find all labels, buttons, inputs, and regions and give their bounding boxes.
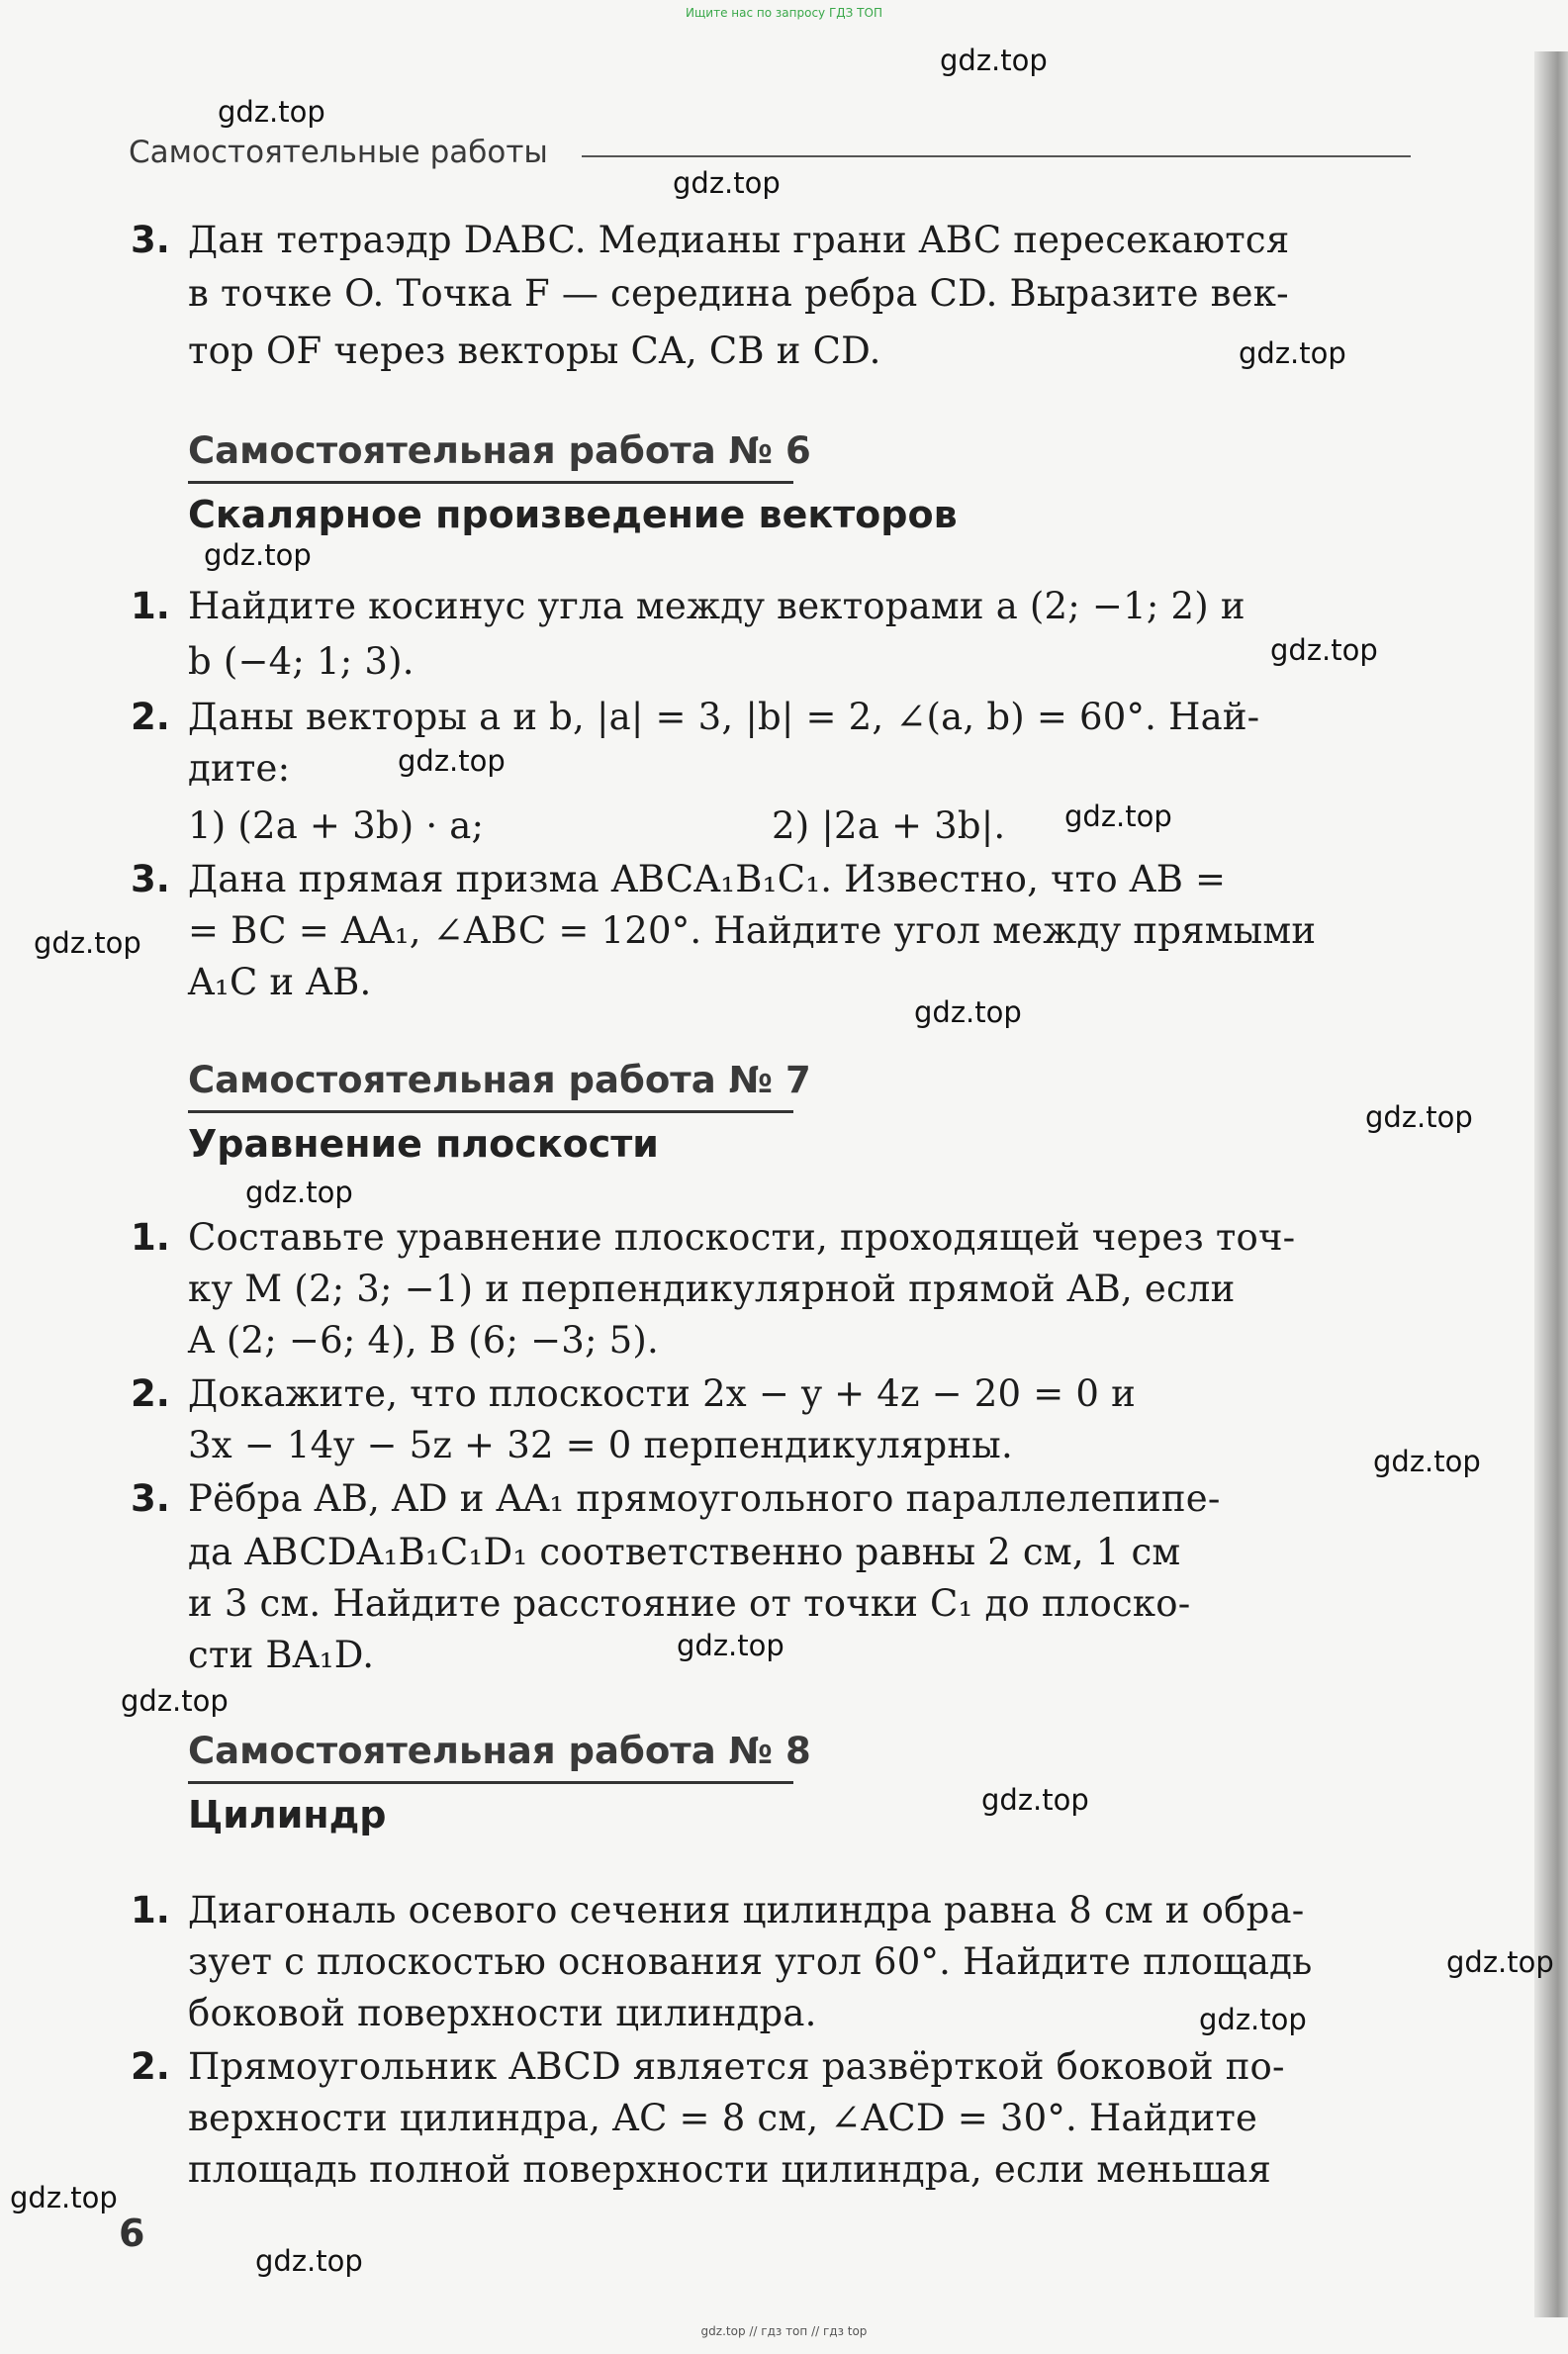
task-text: b (−4; 1; 3). <box>188 640 415 683</box>
section-rule <box>188 1781 793 1784</box>
task-text: Диагональ осевого сечения цилиндра равна 8 см и обра- <box>188 1889 1305 1931</box>
task-text: = BC = AA₁, ∠ABC = 120°. Найдите угол между прямыми <box>188 909 1317 952</box>
task-text: Рёбра AB, AD и AA₁ прямоугольного параллелепипе- <box>188 1477 1221 1520</box>
task-text: боковой поверхности цилиндра. <box>188 1992 817 2034</box>
task-text: в точке O. Точка F — середина ребра CD. Выразите век- <box>188 272 1289 315</box>
task-text: Дан тетраэдр DABC. Медианы грани ABC пересекаются <box>188 219 1290 261</box>
watermark: gdz.top <box>204 538 312 572</box>
section-topic: Скалярное произведение векторов <box>188 493 958 536</box>
task-text: площадь полной поверхности цилиндра, если меньшая <box>188 2148 1272 2191</box>
task-text: Докажите, что плоскости 2x − y + 4z − 20 = 0 и <box>188 1372 1136 1415</box>
task-number: 1. <box>131 1216 170 1259</box>
task-number: 2. <box>131 1372 170 1415</box>
watermark: gdz.top <box>1373 1445 1481 1478</box>
watermark: gdz.top <box>914 995 1022 1029</box>
task-part: 2) |2a + 3b|. <box>772 804 1006 847</box>
watermark: gdz.top <box>34 926 141 960</box>
task-text: Дана прямая призма ABCA₁B₁C₁. Известно, что AB = <box>188 858 1227 900</box>
bottom-note: gdz.top // гдз топ // гдз top <box>700 2324 868 2338</box>
section-rule <box>188 1110 793 1113</box>
task-number: 2. <box>131 2045 170 2088</box>
task-text: и 3 см. Найдите расстояние от точки C₁ до плоско- <box>188 1582 1191 1625</box>
watermark: gdz.top <box>1270 633 1378 667</box>
task-text: ку M (2; 3; −1) и перпендикулярной прямой AB, если <box>188 1268 1236 1310</box>
page-number: 6 <box>119 2212 145 2255</box>
task-text: A (2; −6; 4), B (6; −3; 5). <box>188 1319 660 1362</box>
task-text: 3x − 14y − 5z + 32 = 0 перпендикулярны. <box>188 1424 1013 1466</box>
watermark: gdz.top <box>255 2244 363 2278</box>
task-text: A₁C и AB. <box>188 961 372 1003</box>
page-header: Самостоятельные работы <box>129 135 548 170</box>
watermark: gdz.top <box>677 1629 784 1662</box>
watermark: gdz.top <box>1239 336 1346 370</box>
watermark: gdz.top <box>10 2181 118 2214</box>
task-number: 1. <box>131 585 170 627</box>
task-text: верхности цилиндра, AC = 8 см, ∠ACD = 30°. Найдите <box>188 2097 1258 2139</box>
watermark: gdz.top <box>218 95 325 129</box>
task-number: 3. <box>131 1477 170 1520</box>
task-text: да ABCDA₁B₁C₁D₁ соответственно равны 2 см, 1 см <box>188 1531 1181 1573</box>
section-title: Самостоятельная работа № 6 <box>188 429 811 472</box>
task-part: 1) (2a + 3b) · a; <box>188 804 485 847</box>
watermark: gdz.top <box>673 166 781 200</box>
watermark: gdz.top <box>981 1783 1089 1817</box>
header-rule <box>582 155 1411 157</box>
section-title: Самостоятельная работа № 8 <box>188 1730 811 1772</box>
section-topic: Уравнение плоскости <box>188 1122 659 1166</box>
task-text: Найдите косинус угла между векторами a (2; −1; 2) и <box>188 585 1245 627</box>
task-number: 1. <box>131 1889 170 1931</box>
task-text: дите: <box>188 747 291 790</box>
task-number: 2. <box>131 696 170 738</box>
watermark: gdz.top <box>1446 1945 1554 1979</box>
watermark: gdz.top <box>245 1176 353 1209</box>
task-text: сти BA₁D. <box>188 1634 375 1676</box>
task-number: 3. <box>131 219 170 261</box>
top-note: Ищите нас по запросу ГДЗ ТОП <box>686 6 882 20</box>
task-text: Прямоугольник ABCD является развёрткой боковой по- <box>188 2045 1285 2088</box>
section-rule <box>188 481 793 484</box>
watermark: gdz.top <box>121 1684 229 1718</box>
watermark: gdz.top <box>1064 800 1172 833</box>
section-title: Самостоятельная работа № 7 <box>188 1059 811 1101</box>
section-topic: Цилиндр <box>188 1793 387 1836</box>
task-number: 3. <box>131 858 170 900</box>
task-text: Составьте уравнение плоскости, проходящей через точ- <box>188 1216 1296 1259</box>
watermark: gdz.top <box>1365 1100 1473 1134</box>
task-text: тор OF через векторы CA, CB и CD. <box>188 330 881 372</box>
watermark: gdz.top <box>940 44 1048 77</box>
task-text: зует с плоскостью основания угол 60°. Найдите площадь <box>188 1940 1313 1983</box>
watermark: gdz.top <box>1199 2003 1307 2036</box>
watermark: gdz.top <box>398 744 506 778</box>
task-text: Даны векторы a и b, |a| = 3, |b| = 2, ∠(a, b) = 60°. Най- <box>188 696 1260 738</box>
